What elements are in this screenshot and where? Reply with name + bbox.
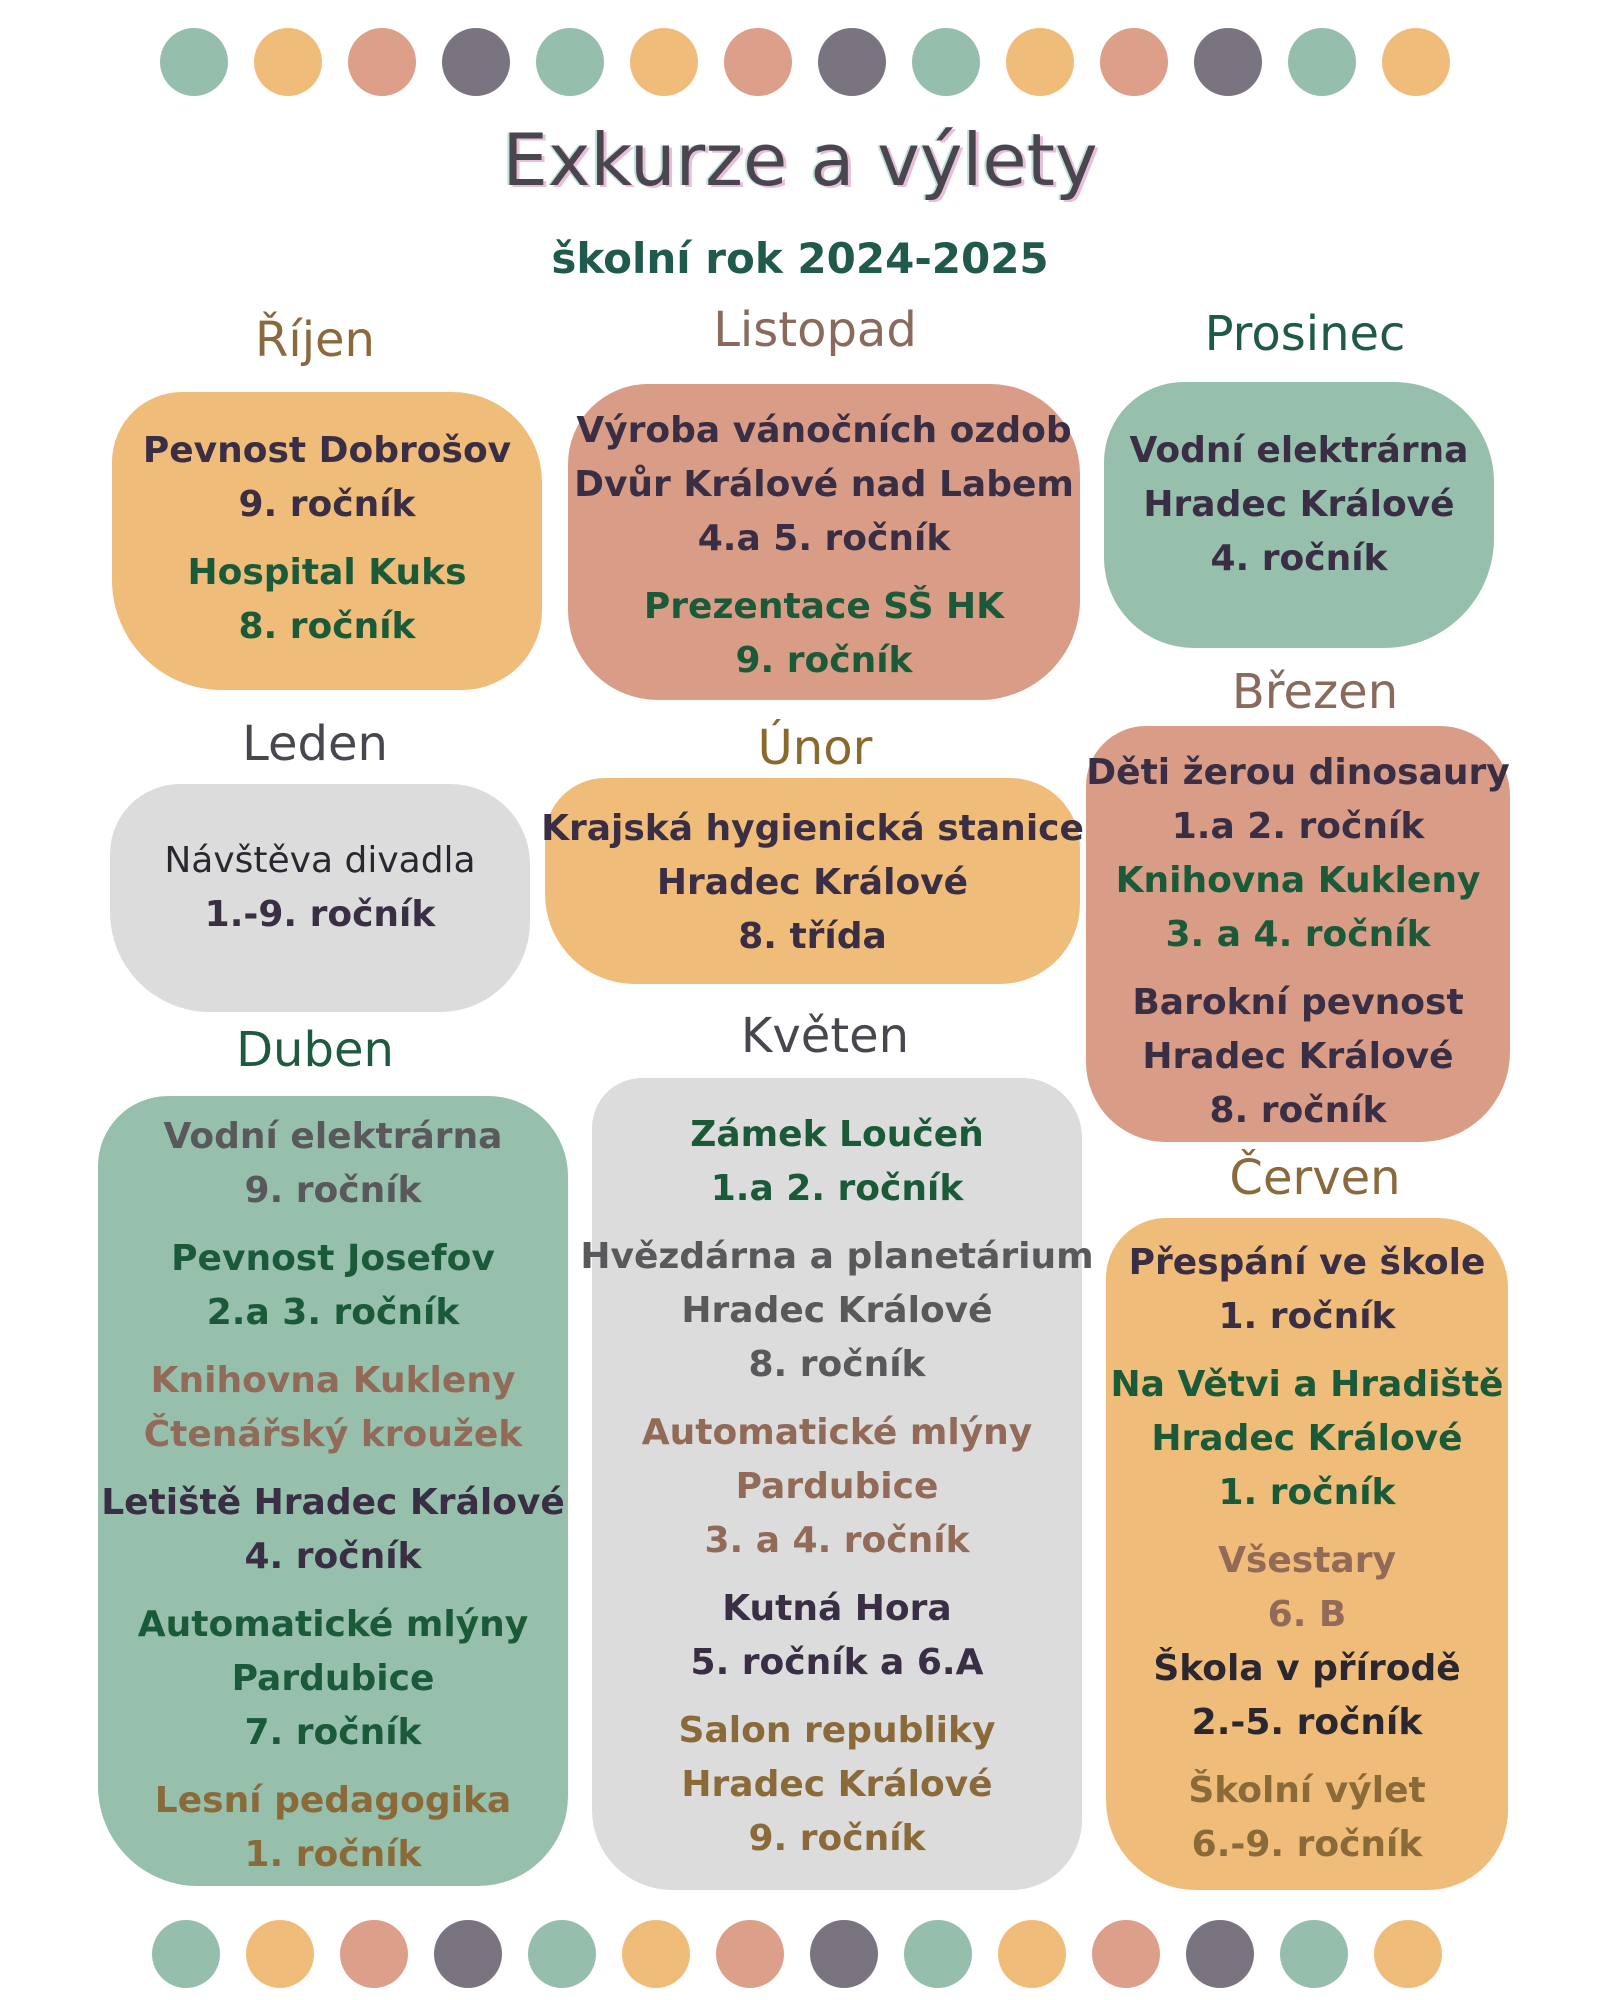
event-title: Letiště Hradec Králové bbox=[101, 1482, 565, 1523]
top-dot-row bbox=[0, 28, 1600, 98]
month-heading-listopad: Listopad bbox=[713, 302, 917, 358]
event-title: Barokní pevnost bbox=[1132, 982, 1464, 1023]
event-block bbox=[187, 546, 466, 654]
event-block bbox=[1218, 1534, 1396, 1642]
event-grade: 9. ročník bbox=[735, 640, 913, 681]
bottom-dot-row bbox=[0, 1920, 1600, 1990]
event-block bbox=[642, 1406, 1032, 1568]
decorative-dot bbox=[528, 1920, 596, 1988]
month-heading-leden: Leden bbox=[242, 716, 388, 772]
event-block bbox=[691, 1582, 984, 1690]
event-block bbox=[1111, 1358, 1504, 1520]
decorative-dot bbox=[152, 1920, 220, 1988]
event-block bbox=[1188, 1764, 1425, 1872]
event-grade: 9. ročník bbox=[238, 484, 416, 525]
event-location: Dvůr Králové nad Labem bbox=[574, 464, 1074, 505]
decorative-dot bbox=[818, 28, 886, 96]
decorative-dot bbox=[442, 28, 510, 96]
month-heading-cerven: Červen bbox=[1229, 1150, 1401, 1206]
decorative-dot bbox=[434, 1920, 502, 1988]
decorative-dot bbox=[724, 28, 792, 96]
event-location: Hradec Králové bbox=[681, 1764, 993, 1805]
event-block bbox=[171, 1232, 495, 1340]
event-block bbox=[1130, 424, 1469, 586]
rijen-box bbox=[112, 392, 542, 690]
event-title: Děti žerou dinosaury bbox=[1086, 752, 1510, 793]
event-grade: 3. a 4. ročník bbox=[704, 1520, 970, 1561]
event-block bbox=[143, 424, 511, 532]
unor-box bbox=[541, 778, 1084, 984]
decorative-dot bbox=[716, 1920, 784, 1988]
decorative-dot bbox=[1092, 1920, 1160, 1988]
event-grade: 1. ročník bbox=[244, 1834, 422, 1875]
decorative-dot bbox=[998, 1920, 1066, 1988]
decorative-dot bbox=[1006, 28, 1074, 96]
event-grade: 4. ročník bbox=[1210, 538, 1388, 579]
prosinec-box bbox=[1104, 382, 1494, 648]
event-location: Hradec Králové bbox=[1142, 1036, 1454, 1077]
decorative-dot bbox=[1186, 1920, 1254, 1988]
event-title: Návštěva divadla bbox=[164, 840, 476, 881]
event-location: Pardubice bbox=[231, 1658, 435, 1699]
event-title: Knihovna Kukleny bbox=[1115, 860, 1481, 901]
listopad-box bbox=[568, 384, 1080, 700]
event-grade: 4.a 5. ročník bbox=[697, 518, 951, 559]
page-title: Exkurze a výlety bbox=[502, 118, 1098, 202]
decorative-dot bbox=[160, 28, 228, 96]
event-grade: 8. ročník bbox=[1209, 1090, 1387, 1131]
event-grade: 1.a 2. ročník bbox=[1171, 806, 1425, 847]
month-heading-duben: Duben bbox=[236, 1022, 394, 1078]
event-grade: 3. a 4. ročník bbox=[1165, 914, 1431, 955]
event-grade: 6.-9. ročník bbox=[1191, 1824, 1423, 1865]
event-block bbox=[144, 1354, 522, 1462]
event-grade: 8. ročník bbox=[238, 606, 416, 647]
event-block bbox=[1132, 976, 1463, 1138]
event-grade: 5. ročník a 6.A bbox=[690, 1642, 984, 1683]
event-block bbox=[1129, 1236, 1486, 1344]
decorative-dot bbox=[1288, 28, 1356, 96]
duben-box bbox=[98, 1096, 568, 1886]
event-title: Na Větvi a Hradiště bbox=[1110, 1364, 1504, 1405]
event-grade: 4. ročník bbox=[244, 1536, 422, 1577]
decorative-dot bbox=[912, 28, 980, 96]
event-title: Krajská hygienická stanice bbox=[541, 808, 1084, 849]
decorative-dot bbox=[348, 28, 416, 96]
month-heading-unor: Únor bbox=[757, 720, 873, 776]
event-block bbox=[690, 1108, 983, 1216]
event-block bbox=[164, 1110, 503, 1218]
event-title: Výroba vánočních ozdob bbox=[576, 410, 1072, 451]
decorative-dot bbox=[536, 28, 604, 96]
event-title: Kutná Hora bbox=[722, 1588, 952, 1629]
decorative-dot bbox=[904, 1920, 972, 1988]
event-location: Hradec Králové bbox=[1151, 1418, 1463, 1459]
event-title: Vodní elektrárna bbox=[163, 1116, 503, 1157]
event-grade: 6. B bbox=[1267, 1594, 1347, 1635]
event-grade: 7. ročník bbox=[244, 1712, 422, 1753]
event-grade: 8. ročník bbox=[748, 1344, 926, 1385]
month-heading-brezen: Březen bbox=[1231, 664, 1399, 720]
event-block bbox=[164, 834, 475, 942]
event-title: Přespání ve škole bbox=[1128, 1242, 1486, 1283]
decorative-dot bbox=[622, 1920, 690, 1988]
decorative-dot bbox=[1382, 28, 1450, 96]
month-heading-rijen: Říjen bbox=[255, 312, 375, 368]
event-location: Hradec Králové bbox=[1143, 484, 1455, 525]
event-block bbox=[1116, 854, 1481, 962]
event-block bbox=[155, 1774, 511, 1882]
event-title: Všestary bbox=[1218, 1540, 1396, 1581]
brezen-box bbox=[1086, 726, 1510, 1142]
event-title: Vodní elektrárna bbox=[1129, 430, 1469, 471]
event-title: Automatické mlýny bbox=[137, 1604, 529, 1645]
event-grade: 9. ročník bbox=[748, 1818, 926, 1859]
event-title: Škola v přírodě bbox=[1153, 1648, 1461, 1689]
event-title: Knihovna Kukleny bbox=[150, 1360, 516, 1401]
decorative-dot bbox=[1374, 1920, 1442, 1988]
page-subtitle: školní rok 2024-2025 bbox=[551, 234, 1049, 283]
event-grade: 2.-5. ročník bbox=[1191, 1702, 1423, 1743]
event-block bbox=[1153, 1642, 1460, 1750]
event-block bbox=[138, 1598, 528, 1760]
decorative-dot bbox=[1280, 1920, 1348, 1988]
event-title: Pevnost Josefov bbox=[171, 1238, 495, 1279]
event-block bbox=[541, 802, 1084, 964]
event-block bbox=[580, 1230, 1093, 1392]
decorative-dot bbox=[340, 1920, 408, 1988]
event-grade: 1.a 2. ročník bbox=[710, 1168, 964, 1209]
event-subtitle: Čtenářský kroužek bbox=[143, 1414, 523, 1455]
event-grade: 1. ročník bbox=[1218, 1296, 1396, 1337]
event-title: Školní výlet bbox=[1188, 1770, 1426, 1811]
event-grade: 2.a 3. ročník bbox=[206, 1292, 460, 1333]
event-location: Hradec Králové bbox=[681, 1290, 993, 1331]
leden-box bbox=[110, 784, 530, 1012]
event-grade: 9. ročník bbox=[244, 1170, 422, 1211]
event-location: Hradec Králové bbox=[656, 862, 969, 903]
cerven-box bbox=[1106, 1218, 1508, 1890]
event-block bbox=[644, 580, 1004, 688]
decorative-dot bbox=[254, 28, 322, 96]
event-block bbox=[1086, 746, 1509, 854]
event-title: Lesní pedagogika bbox=[154, 1780, 512, 1821]
event-title: Prezentace SŠ HK bbox=[643, 586, 1005, 627]
kveten-box bbox=[580, 1078, 1094, 1890]
month-heading-prosinec: Prosinec bbox=[1204, 306, 1406, 362]
decorative-dot bbox=[1194, 28, 1262, 96]
event-location: Pardubice bbox=[735, 1466, 939, 1507]
month-heading-kveten: Květen bbox=[740, 1008, 910, 1064]
decorative-dot bbox=[810, 1920, 878, 1988]
decorative-dot bbox=[630, 28, 698, 96]
event-title: Salon republiky bbox=[678, 1710, 996, 1751]
event-block bbox=[101, 1476, 565, 1584]
event-grade: 1. ročník bbox=[1218, 1472, 1396, 1513]
event-title: Hospital Kuks bbox=[187, 552, 467, 593]
event-title: Hvězdárna a planetárium bbox=[580, 1236, 1094, 1277]
decorative-dot bbox=[1100, 28, 1168, 96]
event-title: Zámek Loučeň bbox=[690, 1114, 984, 1155]
event-block bbox=[679, 1704, 996, 1866]
event-title: Pevnost Dobrošov bbox=[142, 430, 512, 471]
event-grade: 1.-9. ročník bbox=[204, 894, 436, 935]
event-grade: 8. třída bbox=[738, 916, 887, 957]
decorative-dot bbox=[246, 1920, 314, 1988]
event-block bbox=[574, 404, 1074, 566]
event-title: Automatické mlýny bbox=[641, 1412, 1033, 1453]
